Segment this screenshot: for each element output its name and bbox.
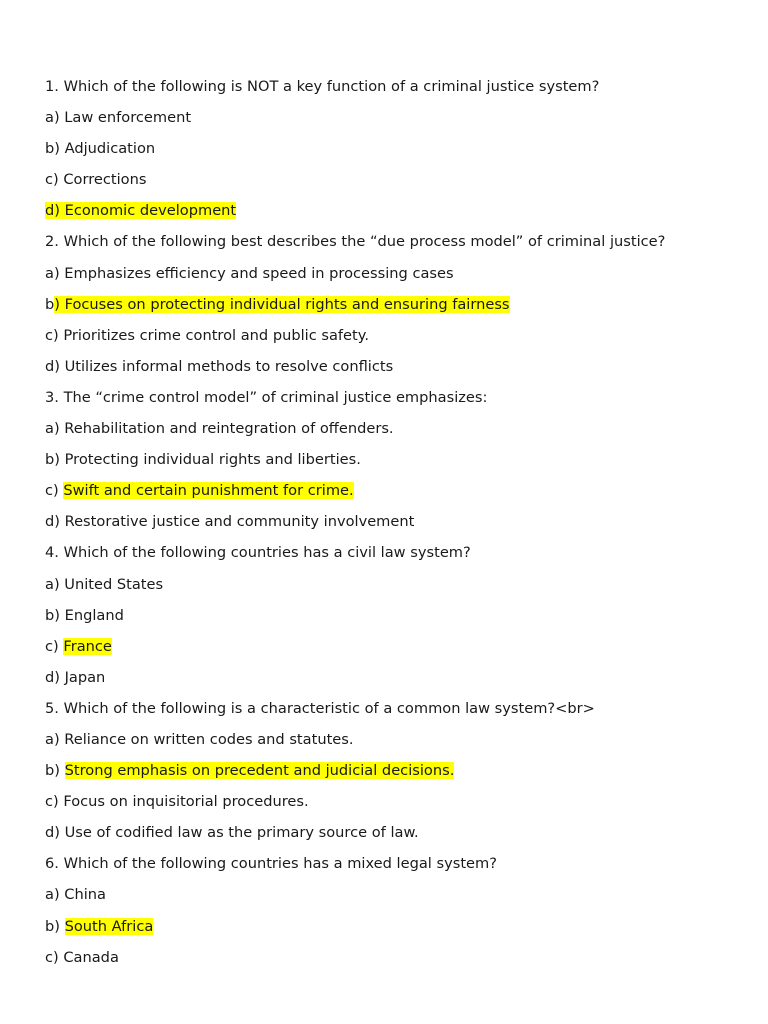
line-text: 6. Which of the following countries has a mixed legal system? (45, 855, 497, 873)
line-text: b) Adjudication (45, 140, 156, 158)
highlighted-answer: d) Economic development (45, 202, 237, 220)
highlighted-answer: South Africa (64, 917, 154, 935)
line-text: 4. Which of the following countries has a civil law system? (45, 544, 471, 562)
text-line (45, 669, 745, 700)
text-line (45, 793, 745, 824)
text-line (45, 544, 745, 575)
document-body (45, 78, 745, 980)
line-text: b) England (45, 606, 124, 624)
text-line (45, 576, 745, 607)
text-line (45, 949, 745, 980)
line-text: c) (45, 637, 64, 655)
line-text: b) (45, 917, 65, 935)
text-line (45, 358, 745, 389)
text-line (45, 824, 745, 855)
highlighted-answer: France (63, 637, 112, 655)
line-text: c) Canada (45, 948, 119, 966)
line-text: d) Restorative justice and community involvement (45, 513, 415, 531)
text-line (45, 762, 745, 793)
text-line (45, 389, 745, 420)
line-text: a) Law enforcement (45, 109, 192, 127)
text-line (45, 233, 745, 264)
text-line (45, 482, 745, 513)
line-text: c) Prioritizes crime control and public safety. (45, 326, 369, 344)
highlighted-answer: ) Focuses on protecting individual rights and ensuring fairness (54, 295, 510, 313)
line-text: 5. Which of the following is a characteristic of a common law system?<br> (45, 699, 595, 717)
text-line (45, 420, 745, 451)
text-line (45, 140, 745, 171)
line-text: d) Use of codified law as the primary source of law. (45, 824, 419, 842)
line-text: 3. The “crime control model” of criminal justice emphasizes: (45, 388, 488, 406)
text-line (45, 607, 745, 638)
line-text: a) Emphasizes efficiency and speed in processing cases (45, 264, 454, 282)
line-text: a) Reliance on written codes and statutes. (45, 730, 354, 748)
text-line (45, 855, 745, 886)
text-line (45, 78, 745, 109)
text-line (45, 700, 745, 731)
line-text: b) (45, 762, 65, 780)
line-text: b (45, 295, 55, 313)
line-text: 2. Which of the following best describes the “due process model” of criminal justice? (45, 233, 666, 251)
line-text: c) (45, 482, 64, 500)
text-line (45, 296, 745, 327)
text-line (45, 886, 745, 917)
line-text: b) Protecting individual rights and liberties. (45, 451, 361, 469)
line-text: 1. Which of the following is NOT a key function of a criminal justice system? (45, 78, 600, 95)
text-line (45, 327, 745, 358)
line-text: c) Corrections (45, 171, 147, 189)
text-line (45, 171, 745, 202)
text-line (45, 731, 745, 762)
line-text: a) China (45, 886, 106, 904)
text-line (45, 265, 745, 296)
text-line (45, 638, 745, 669)
line-text: a) Rehabilitation and reintegration of offenders. (45, 420, 394, 438)
highlighted-answer: Strong emphasis on precedent and judicial decisions. (64, 762, 455, 780)
text-line (45, 202, 745, 233)
text-line (45, 513, 745, 544)
line-text: a) United States (45, 575, 164, 593)
highlighted-answer: Swift and certain punishment for crime. (63, 482, 354, 500)
line-text: d) Japan (45, 668, 106, 686)
text-line (45, 451, 745, 482)
text-line (45, 109, 745, 140)
text-line (45, 918, 745, 949)
line-text: d) Utilizes informal methods to resolve conflicts (45, 357, 394, 375)
line-text: c) Focus on inquisitorial procedures. (45, 793, 309, 811)
